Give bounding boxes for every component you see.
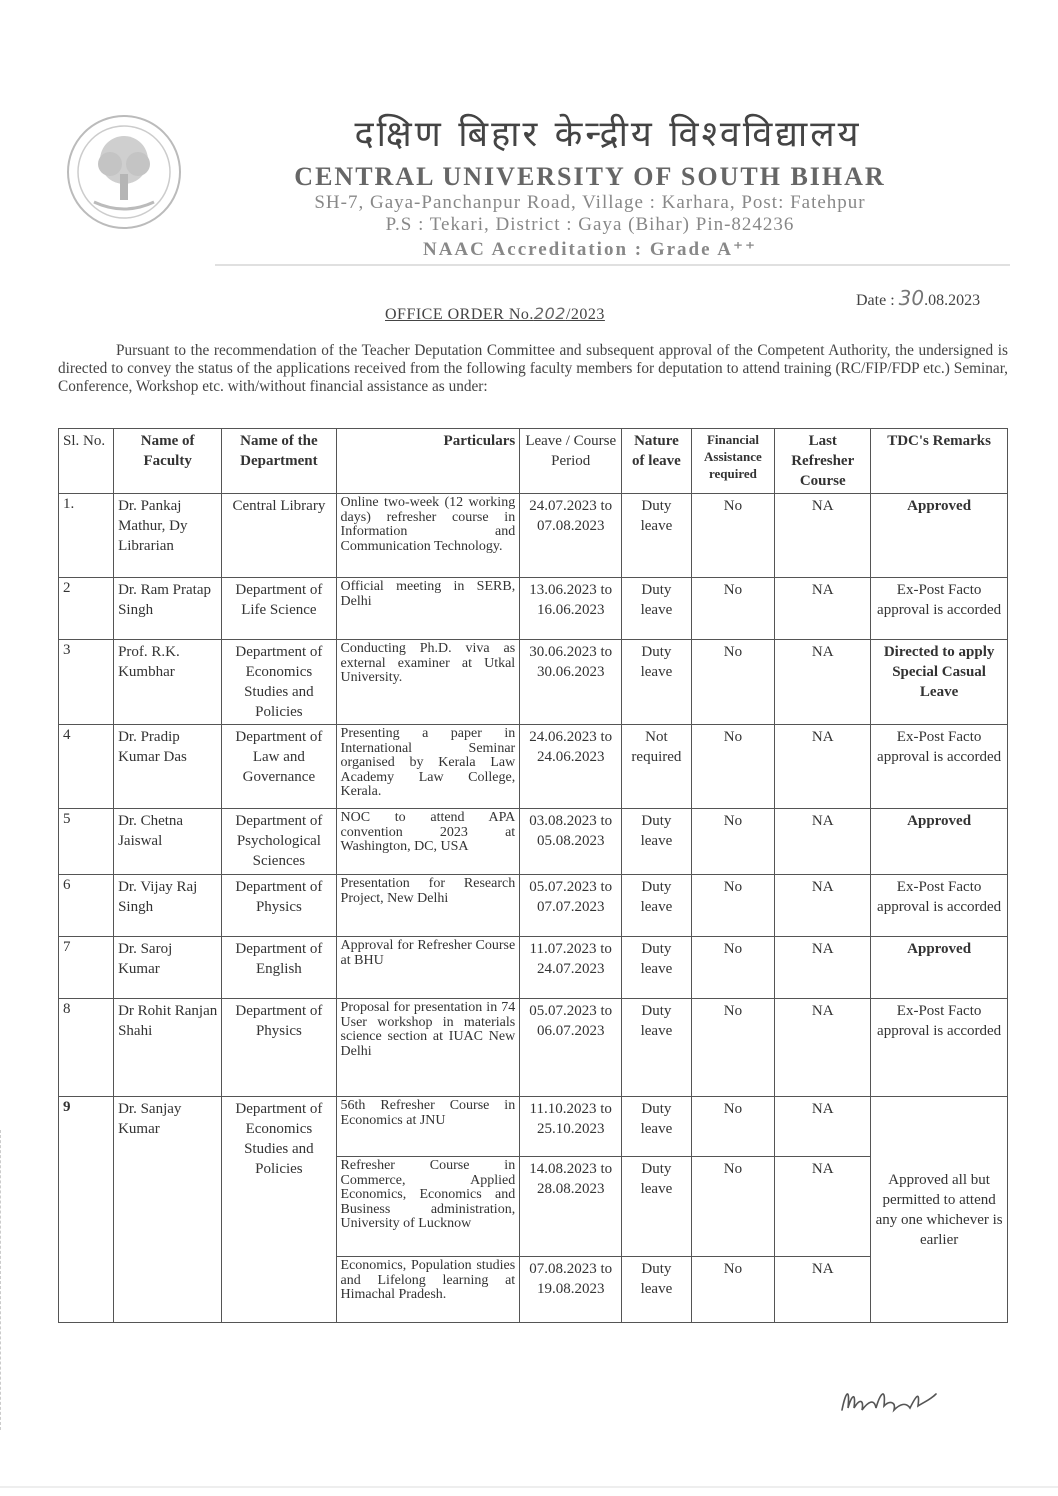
- cell-department: Department of Physics: [222, 875, 336, 937]
- table-row: [59, 809, 1008, 875]
- header-faculty: Name of Faculty: [114, 429, 222, 494]
- cell-sl: 8: [59, 999, 114, 1097]
- cell-period: 24.06.2023 to 24.06.2023: [520, 725, 622, 809]
- header-refresher: Last Refresher Course: [775, 429, 871, 494]
- cell-department: Department of Economics Studies and Policies: [222, 1097, 336, 1323]
- cell-nature: Duty leave: [622, 494, 691, 578]
- cell-period: 14.08.2023 to 28.08.2023: [520, 1157, 622, 1257]
- cell-faculty: Dr Rohit Ranjan Shahi: [114, 999, 222, 1097]
- header-period: Leave / Course Period: [520, 429, 622, 494]
- table-row: [59, 1097, 1008, 1157]
- header-divider: [215, 264, 1010, 266]
- handwritten-signature: [836, 1372, 946, 1422]
- cell-refresher: NA: [775, 640, 871, 725]
- table-row: [59, 725, 1008, 809]
- university-name-english: CENTRAL UNIVERSITY OF SOUTH BIHAR: [294, 162, 886, 191]
- cell-period: 11.10.2023 to 25.10.2023: [520, 1097, 622, 1157]
- cell-particulars: 56th Refresher Course in Economics at JNU: [336, 1097, 520, 1157]
- cell-sl: 7: [59, 937, 114, 999]
- naac-accreditation: NAAC Accreditation : Grade A⁺⁺: [422, 239, 758, 260]
- cell-faculty: Dr. Chetna Jaiswal: [114, 809, 222, 875]
- cell-refresher: NA: [775, 999, 871, 1097]
- table-row: [59, 937, 1008, 999]
- address-line-2: P.S : Tekari, District : Gaya (Bihar) Pin-824236: [385, 214, 795, 235]
- university-seal-logo: [50, 112, 198, 232]
- header-particulars: Particulars: [336, 429, 520, 494]
- cell-refresher: NA: [775, 725, 871, 809]
- cell-sl: 2: [59, 578, 114, 640]
- scan-bottom-strip: [0, 1486, 1058, 1488]
- cell-nature: Duty leave: [622, 937, 691, 999]
- cell-remarks: Approved: [871, 494, 1008, 578]
- date-prefix: Date :: [856, 292, 895, 309]
- cell-sl: 4: [59, 725, 114, 809]
- table-row: [59, 578, 1008, 640]
- cell-sl: 1.: [59, 494, 114, 578]
- cell-remarks: Approved all but permitted to attend any one whichever is earlier: [871, 1097, 1008, 1323]
- cell-faculty: Dr. Sanjay Kumar: [114, 1097, 222, 1323]
- cell-sl: 5: [59, 809, 114, 875]
- order-date: [856, 286, 980, 310]
- cell-faculty: Dr. Pankaj Mathur, Dy Librarian: [114, 494, 222, 578]
- address-line-1: SH-7, Gaya-Panchanpur Road, Village : Karhara, Post: Fatehpur: [314, 192, 866, 213]
- table-header-row: [59, 429, 1008, 494]
- cell-particulars: Presentation for Research Project, New Delhi: [336, 875, 520, 937]
- cell-financial: No: [691, 1257, 775, 1323]
- cell-particulars: Online two-week (12 working days) refresher course in Information and Communication Technology.: [336, 494, 520, 578]
- cell-remarks: Directed to apply Special Casual Leave: [871, 640, 1008, 725]
- cell-financial: No: [691, 1157, 775, 1257]
- cell-financial: No: [691, 494, 775, 578]
- header-financial: Financial Assistance required: [691, 429, 775, 494]
- cell-period: 05.07.2023 to 07.07.2023: [520, 875, 622, 937]
- cell-department: Department of Economics Studies and Policies: [222, 640, 336, 725]
- cell-particulars: Presenting a paper in International Seminar organised by Kerala Law Academy Law College, Kerala.: [336, 725, 520, 809]
- cell-particulars: Conducting Ph.D. viva as external examiner at Utkal University.: [336, 640, 520, 725]
- cell-refresher: NA: [775, 875, 871, 937]
- cell-nature: Duty leave: [622, 1257, 691, 1323]
- cell-nature: Duty leave: [622, 875, 691, 937]
- cell-nature: Duty leave: [622, 640, 691, 725]
- cell-department: Central Library: [222, 494, 336, 578]
- cell-period: 05.07.2023 to 06.07.2023: [520, 999, 622, 1097]
- cell-refresher: NA: [775, 1157, 871, 1257]
- cell-department: Department of Physics: [222, 999, 336, 1097]
- date-day-handwritten: 30: [898, 286, 925, 310]
- header-nature: Nature of leave: [622, 429, 691, 494]
- cell-particulars: Economics, Population studies and Lifelong learning at Himachal Pradesh.: [336, 1257, 520, 1323]
- cell-financial: No: [691, 725, 775, 809]
- order-prefix: OFFICE ORDER No.: [385, 306, 534, 323]
- cell-refresher: NA: [775, 1257, 871, 1323]
- cell-remarks: Ex-Post Facto approval is accorded: [871, 725, 1008, 809]
- cell-faculty: Dr. Vijay Raj Singh: [114, 875, 222, 937]
- cell-department: Department of English: [222, 937, 336, 999]
- cell-financial: No: [691, 578, 775, 640]
- intro-paragraph: Pursuant to the recommendation of the Teacher Deputation Committee and subsequent approval of the Competent Authority, the undersigned is directed to convey the status of the applications received from the following faculty members for deputation to attend training (RC/FIP/FDP etc.) Seminar, Conference, Workshop etc. with/without financial assistance as under:: [58, 342, 1008, 395]
- cell-faculty: Dr. Ram Pratap Singh: [114, 578, 222, 640]
- cell-refresher: NA: [775, 494, 871, 578]
- cell-sl: 3: [59, 640, 114, 725]
- order-suffix: /2023: [565, 306, 605, 323]
- table-row: [59, 494, 1008, 578]
- cell-refresher: NA: [775, 1097, 871, 1157]
- header-sl: Sl. No.: [59, 429, 114, 494]
- cell-nature: Duty leave: [622, 809, 691, 875]
- cell-department: Department of Life Science: [222, 578, 336, 640]
- cell-nature: Duty leave: [622, 999, 691, 1097]
- date-rest: .08.2023: [924, 292, 981, 309]
- table-row: [59, 875, 1008, 937]
- cell-financial: No: [691, 999, 775, 1097]
- cell-particulars: NOC to attend APA convention 2023 at Washington, DC, USA: [336, 809, 520, 875]
- cell-financial: No: [691, 809, 775, 875]
- cell-nature: Duty leave: [622, 578, 691, 640]
- cell-period: 11.07.2023 to 24.07.2023: [520, 937, 622, 999]
- cell-period: 13.06.2023 to 16.06.2023: [520, 578, 622, 640]
- cell-financial: No: [691, 937, 775, 999]
- cell-nature: Not required: [622, 725, 691, 809]
- cell-nature: Duty leave: [622, 1097, 691, 1157]
- header-department: Name of the Department: [222, 429, 336, 494]
- cell-particulars: Proposal for presentation in 74 User workshop in materials science section at IUAC New Delhi: [336, 999, 520, 1097]
- cell-refresher: NA: [775, 578, 871, 640]
- cell-remarks: Ex-Post Facto approval is accorded: [871, 999, 1008, 1097]
- cell-financial: No: [691, 1097, 775, 1157]
- cell-sl: 6: [59, 875, 114, 937]
- university-name-hindi: दक्षिण बिहार केन्द्रीय विश्वविद्यालय: [354, 114, 862, 155]
- cell-nature: Duty leave: [622, 1157, 691, 1257]
- scan-edge-marks: [0, 1130, 7, 1430]
- cell-department: Department of Law and Governance: [222, 725, 336, 809]
- deputation-table: [58, 428, 1008, 1323]
- cell-period: 24.07.2023 to 07.08.2023: [520, 494, 622, 578]
- cell-refresher: NA: [775, 809, 871, 875]
- cell-period: 07.08.2023 to 19.08.2023: [520, 1257, 622, 1323]
- cell-remarks: Ex-Post Facto approval is accorded: [871, 875, 1008, 937]
- cell-particulars: Approval for Refresher Course at BHU: [336, 937, 520, 999]
- cell-refresher: NA: [775, 937, 871, 999]
- cell-faculty: Dr. Saroj Kumar: [114, 937, 222, 999]
- cell-remarks: Ex-Post Facto approval is accorded: [871, 578, 1008, 640]
- table-row: [59, 999, 1008, 1097]
- cell-remarks: Approved: [871, 809, 1008, 875]
- order-number-handwritten: 202: [533, 304, 566, 323]
- cell-faculty: Dr. Pradip Kumar Das: [114, 725, 222, 809]
- cell-period: 30.06.2023 to 30.06.2023: [520, 640, 622, 725]
- cell-financial: No: [691, 640, 775, 725]
- cell-period: 03.08.2023 to 05.08.2023: [520, 809, 622, 875]
- header-remarks: TDC's Remarks: [871, 429, 1008, 494]
- cell-financial: No: [691, 875, 775, 937]
- office-order-number: [385, 304, 605, 324]
- cell-sl: 9: [59, 1097, 114, 1323]
- cell-department: Department of Psychological Sciences: [222, 809, 336, 875]
- table-row: [59, 640, 1008, 725]
- cell-particulars: Refresher Course in Commerce, Applied Economics, Economics and Business administration, University of Lucknow: [336, 1157, 520, 1257]
- cell-faculty: Prof. R.K. Kumbhar: [114, 640, 222, 725]
- cell-remarks: Approved: [871, 937, 1008, 999]
- cell-particulars: Official meeting in SERB, Delhi: [336, 578, 520, 640]
